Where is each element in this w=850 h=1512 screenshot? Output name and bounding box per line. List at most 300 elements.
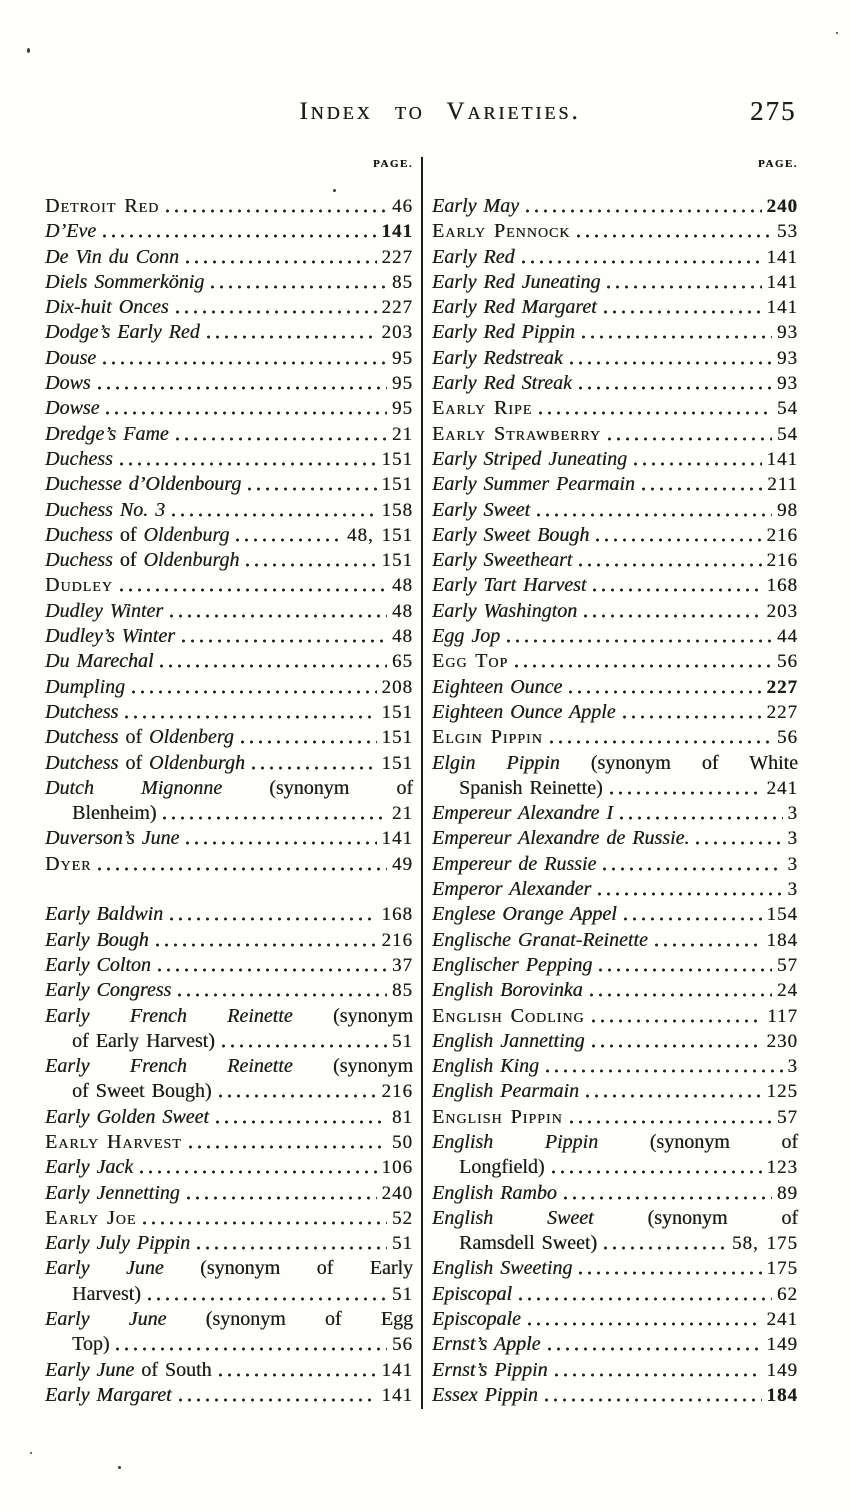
index-entry-line — [432, 1256, 798, 1281]
index-entry-line — [432, 1358, 798, 1383]
index-entry-line — [432, 1130, 798, 1155]
index-entry-line — [432, 320, 798, 345]
entry-name: D’Eve — [45, 220, 97, 243]
entry-page-ref: 241 — [766, 1309, 798, 1331]
dot-leader — [103, 234, 376, 238]
dot-leader — [604, 1246, 727, 1250]
entry-page-ref: 53 — [777, 221, 798, 243]
entry-name: Dyer — [45, 852, 92, 875]
dot-leader — [593, 588, 761, 592]
dot-leader — [163, 816, 387, 820]
index-entry-line — [432, 396, 798, 421]
dot-leader — [132, 690, 377, 694]
entry-name: of Early Harvest) — [72, 1029, 215, 1052]
index-entry-line — [45, 346, 413, 371]
scan-speck — [836, 32, 838, 34]
entry-page-ref: 227 — [766, 676, 798, 698]
dot-leader — [156, 943, 377, 947]
index-entry-line — [45, 1206, 413, 1231]
entry-name: Duchess No. 3 — [45, 498, 166, 521]
entry-name: English King — [432, 1055, 540, 1078]
entry-page-ref: 141 — [381, 828, 413, 850]
index-entry-line — [45, 523, 413, 548]
index-entry-line — [432, 751, 798, 776]
entry-page-ref: 141 — [381, 221, 413, 243]
entry-page-ref: 44 — [777, 626, 798, 648]
entry-name: Dutchess of Oldenberg — [45, 726, 234, 749]
entry-page-ref: 24 — [777, 980, 798, 1002]
entry-page-ref: 106 — [381, 1157, 413, 1179]
entry-page-ref: 51 — [392, 1233, 413, 1255]
entry-page-ref: 151 — [381, 727, 413, 749]
dot-leader — [179, 1398, 377, 1402]
scan-speck — [30, 1452, 32, 1454]
entry-page-ref: 58, 175 — [732, 1233, 798, 1255]
dot-leader — [592, 1019, 763, 1023]
dot-leader — [522, 260, 762, 264]
dot-leader — [222, 1044, 387, 1048]
dot-leader — [696, 841, 782, 845]
dot-leader — [623, 715, 762, 719]
entry-name: English Borovinka — [432, 979, 583, 1002]
entry-page-ref: 3 — [787, 879, 798, 901]
index-entry-line — [432, 1231, 798, 1256]
dot-leader — [170, 614, 387, 618]
entry-name: Longfield) — [459, 1156, 545, 1179]
dot-leader — [596, 538, 761, 542]
index-entry-line — [432, 649, 798, 674]
entry-name: Early French Reinette (synonym — [45, 1055, 413, 1078]
entry-name: Emperor Alexander — [432, 878, 592, 901]
index-entry-line — [432, 725, 798, 750]
index-entry-line — [432, 447, 798, 472]
index-entry-line — [432, 776, 798, 801]
index-entry-line — [45, 1307, 413, 1332]
entry-name: Duchess of Oldenburgh — [45, 549, 240, 572]
entry-page-ref: 56 — [392, 1334, 413, 1356]
entry-name: Dodge’s Early Red — [45, 321, 200, 344]
entry-page-ref: 56 — [777, 727, 798, 749]
entry-page-ref: 151 — [381, 474, 413, 496]
index-entry-line — [45, 978, 413, 1003]
dot-leader — [582, 335, 772, 339]
entry-name: Dows — [45, 372, 91, 395]
entry-name: English Jannetting — [432, 1029, 585, 1052]
entry-page-ref: 227 — [381, 297, 413, 319]
dot-leader — [634, 462, 761, 466]
scan-speck — [333, 189, 336, 192]
dot-leader — [570, 361, 772, 365]
index-entry-line — [432, 1079, 798, 1104]
dot-leader — [211, 285, 387, 289]
entry-name: Empereur de Russie — [432, 852, 597, 875]
entry-page-ref: 123 — [766, 1157, 798, 1179]
index-entry-line — [45, 751, 413, 776]
entry-page-ref: 51 — [392, 1283, 413, 1305]
index-entry-line — [45, 498, 413, 523]
entry-name: Early Margaret — [45, 1383, 172, 1406]
dot-leader — [550, 740, 772, 744]
index-entry-line — [45, 1105, 413, 1130]
entry-page-ref: 168 — [381, 904, 413, 926]
entry-page-ref: 95 — [392, 398, 413, 420]
entry-name: Ernst’s Pippin — [432, 1358, 548, 1381]
dot-leader — [526, 209, 762, 213]
dot-leader — [586, 1094, 762, 1098]
dot-leader — [148, 1297, 387, 1301]
entry-name: Englese Orange Appel — [432, 903, 617, 926]
dot-leader — [528, 1322, 762, 1326]
entry-page-ref: 56 — [777, 651, 798, 673]
index-entry-line — [432, 1206, 798, 1231]
index-entry-line — [432, 548, 798, 573]
dot-leader — [241, 740, 377, 744]
entry-page-ref: 141 — [381, 1384, 413, 1406]
entry-page-ref: 240 — [766, 196, 798, 217]
entry-page-ref: 149 — [766, 1359, 798, 1381]
index-entry-line — [432, 295, 798, 320]
entry-page-ref: 154 — [766, 904, 798, 926]
index-entry-line — [432, 1383, 798, 1408]
entry-name: Dix-huit Onces — [45, 296, 169, 319]
dot-leader — [507, 639, 772, 643]
dot-leader — [515, 664, 772, 668]
entry-name: Early Jennetting — [45, 1181, 180, 1204]
entry-page-ref: 241 — [766, 777, 798, 799]
index-entry-line — [45, 1054, 413, 1079]
index-entry-line — [432, 1029, 798, 1054]
dot-leader — [182, 639, 387, 643]
entry-name: Dudley Winter — [45, 599, 164, 622]
dot-leader — [178, 993, 387, 997]
entry-name: Early Red Streak — [432, 372, 572, 395]
scan-speck — [118, 1466, 121, 1469]
index-entry-line — [45, 649, 413, 674]
index-entry-line — [45, 1231, 413, 1256]
index-entry-line — [45, 776, 413, 801]
column-divider — [421, 157, 423, 1409]
entry-name: Duchess — [45, 447, 113, 470]
dot-leader — [598, 892, 782, 896]
entry-name: Ernst’s Apple — [432, 1333, 541, 1356]
entry-page-ref: 203 — [381, 322, 413, 344]
dot-leader — [120, 588, 387, 592]
entry-page-ref: 89 — [777, 1182, 798, 1204]
index-entry-line — [45, 371, 413, 396]
dot-leader — [579, 563, 761, 567]
index-entry-line — [45, 1130, 413, 1155]
index-entry-line — [45, 396, 413, 421]
index-entry-line — [432, 1004, 798, 1029]
entry-name: Early Summer Pearmain — [432, 473, 635, 496]
entry-name: Du Marechal — [45, 650, 154, 673]
dot-leader — [219, 1373, 377, 1377]
dot-leader — [140, 1170, 376, 1174]
entry-page-ref: 141 — [766, 448, 798, 470]
entry-name: Detroit Red — [45, 195, 160, 217]
dot-leader — [176, 437, 387, 441]
index-entry-line — [432, 928, 798, 953]
entry-page-ref: 211 — [767, 474, 798, 496]
entry-page-ref: 117 — [767, 1005, 798, 1027]
entry-name: Early Sweet Bough — [432, 523, 590, 546]
entry-name: Early Tart Harvest — [432, 574, 587, 597]
scan-speck — [27, 48, 30, 53]
index-entry-line — [45, 194, 413, 219]
entry-page-ref: 85 — [392, 271, 413, 293]
entry-name: Douse — [45, 346, 97, 369]
page-title: Index to Varieties. — [299, 98, 581, 125]
entry-name: Early June (synonym of Egg — [45, 1308, 413, 1331]
dot-leader — [642, 487, 762, 491]
entry-page-ref: 21 — [392, 423, 413, 445]
dot-leader — [570, 1120, 772, 1124]
entry-name: Dowse — [45, 397, 100, 420]
dot-leader — [207, 335, 377, 339]
index-entry-line — [45, 725, 413, 750]
dot-leader — [577, 234, 772, 238]
entry-page-ref: 149 — [766, 1334, 798, 1356]
entry-name: English Pippin (synonym of — [432, 1130, 798, 1153]
dot-leader — [116, 1347, 387, 1351]
index-entry-line — [45, 953, 413, 978]
dot-leader — [246, 563, 376, 567]
entry-name: Eighteen Ounce Apple — [432, 700, 616, 723]
entry-page-ref: 93 — [777, 322, 798, 344]
dot-leader — [519, 1297, 772, 1301]
entry-name: Early Bough — [45, 928, 149, 951]
entry-name: English Sweet (synonym of — [432, 1206, 798, 1229]
entry-name: English Rambo — [432, 1181, 557, 1204]
entry-name: English Sweeting — [432, 1257, 573, 1280]
dot-leader — [584, 614, 761, 618]
entry-page-ref: 141 — [381, 1359, 413, 1381]
entry-page-ref: 98 — [777, 499, 798, 521]
index-entry-line — [432, 1307, 798, 1332]
index-entry-line — [432, 194, 798, 219]
index-column-left — [45, 194, 413, 1408]
entry-page-ref: 141 — [766, 297, 798, 319]
entry-page-ref: 151 — [381, 701, 413, 723]
entry-page-ref: 48 — [392, 626, 413, 648]
entry-page-ref: 46 — [392, 196, 413, 217]
entry-page-ref: 51 — [392, 1030, 413, 1052]
index-entry-line — [432, 270, 798, 295]
index-column-right — [432, 194, 798, 1408]
dot-leader — [579, 386, 772, 390]
entry-name: Dutchess — [45, 700, 119, 723]
index-entry-line — [45, 422, 413, 447]
dot-leader — [236, 538, 342, 542]
entry-name: Duverson’s June — [45, 827, 180, 850]
index-entry-line — [45, 548, 413, 573]
entry-page-ref: 95 — [392, 373, 413, 395]
dot-leader — [537, 513, 772, 517]
entry-name: Empereur Alexandre de Russie. — [432, 827, 690, 850]
entry-page-ref: 57 — [777, 1106, 798, 1128]
entry-name: Essex Pippin — [432, 1383, 538, 1406]
entry-name: Early Striped Juneating — [432, 447, 628, 470]
dot-leader — [608, 437, 772, 441]
index-entry-line — [45, 599, 413, 624]
entry-name: Egg Top — [432, 650, 509, 673]
index-entry-line — [432, 624, 798, 649]
entry-name: Empereur Alexandre I — [432, 802, 613, 825]
entry-page-ref: 37 — [392, 954, 413, 976]
entry-name: Blenheim) — [72, 802, 157, 825]
column-page-label-left: PAGE. — [373, 158, 413, 170]
entry-name: Early Strawberry — [432, 422, 602, 445]
entry-page-ref: 151 — [381, 550, 413, 572]
dot-leader — [197, 1246, 387, 1250]
entry-page-ref: 203 — [766, 600, 798, 622]
entry-name: Elgin Pippin — [432, 726, 543, 749]
index-entry-line — [432, 472, 798, 497]
entry-name: Episcopal — [432, 1282, 512, 1305]
entry-page-ref: 57 — [777, 954, 798, 976]
entry-name: Dudley’s Winter — [45, 625, 175, 648]
index-entry-line — [45, 852, 413, 877]
entry-name: Early Golden Sweet — [45, 1105, 209, 1128]
index-entry-line — [45, 1282, 413, 1307]
entry-name: Early June (synonym of Early — [45, 1257, 413, 1280]
index-entry-line — [432, 700, 798, 725]
entry-page-ref: 184 — [766, 929, 798, 951]
dot-leader — [170, 917, 376, 921]
entry-name: of Sweet Bough) — [72, 1080, 212, 1103]
entry-page-ref: 93 — [777, 373, 798, 395]
entry-name: Early Colton — [45, 953, 151, 976]
entry-name: Duchesse d’Oldenbourg — [45, 473, 242, 496]
index-entry-line — [432, 346, 798, 371]
index-entry-line — [45, 295, 413, 320]
entry-page-ref: 62 — [777, 1283, 798, 1305]
dot-leader — [624, 917, 762, 921]
index-entry-line — [432, 1105, 798, 1130]
index-entry-line — [432, 801, 798, 826]
entry-name: Dutchess of Oldenburgh — [45, 751, 245, 774]
entry-page-ref: 208 — [381, 676, 413, 698]
index-entry-line — [45, 320, 413, 345]
index-entry-line — [432, 877, 798, 902]
index-entry-line — [432, 826, 798, 851]
entry-name: Duchess of Oldenburg — [45, 523, 230, 546]
entry-page-ref: 85 — [392, 980, 413, 1002]
entry-name: Early French Reinette (synonym — [45, 1004, 413, 1027]
entry-page-ref: 216 — [381, 1081, 413, 1103]
entry-page-ref: 95 — [392, 347, 413, 369]
entry-name: English Pearmain — [432, 1080, 579, 1103]
index-entry-line — [432, 422, 798, 447]
index-entry-line — [45, 902, 413, 927]
index-entry-line — [45, 1029, 413, 1054]
entry-page-ref: 52 — [392, 1207, 413, 1229]
dot-leader — [176, 310, 377, 314]
index-entry-line — [432, 978, 798, 1003]
entry-name: Eighteen Ounce — [432, 675, 563, 698]
dot-leader — [603, 867, 782, 871]
dot-leader — [539, 411, 772, 415]
entry-name: Early Harvest — [45, 1130, 182, 1153]
index-entry-line — [432, 523, 798, 548]
index-entry-line — [45, 219, 413, 244]
dot-leader — [599, 968, 772, 972]
index-entry-line — [45, 447, 413, 472]
entry-name: Early Red Margaret — [432, 296, 597, 319]
entry-name: Egg Jop — [432, 625, 501, 648]
index-entry-line — [432, 573, 798, 598]
dot-leader — [186, 260, 377, 264]
entry-page-ref: 3 — [787, 853, 798, 875]
index-entry-line — [432, 1155, 798, 1180]
entry-name: Early Joe — [45, 1206, 137, 1229]
index-entry-line — [45, 675, 413, 700]
entry-name: Englische Granat-Reinette — [432, 928, 648, 951]
index-entry-line — [45, 1256, 413, 1281]
index-entry-line — [45, 573, 413, 598]
dot-leader — [607, 285, 761, 289]
index-entry-line — [45, 1332, 413, 1357]
folio-page-number: 275 — [750, 96, 797, 126]
dot-leader — [98, 867, 387, 871]
entry-page-ref: 54 — [777, 398, 798, 420]
dot-leader — [219, 1094, 377, 1098]
entry-name: Ramsdell Sweet) — [459, 1232, 598, 1255]
entry-name: Early Congress — [45, 979, 172, 1002]
entry-name: Early Jack — [45, 1156, 134, 1179]
dot-leader — [125, 715, 376, 719]
dot-leader — [120, 462, 377, 466]
dot-leader — [620, 816, 783, 820]
entry-page-ref: 151 — [381, 448, 413, 470]
entry-name: Dutch Mignonne (synonym of — [45, 776, 413, 799]
index-entry-line — [45, 245, 413, 270]
entry-name: Early May — [432, 195, 519, 217]
entry-page-ref: 3 — [787, 803, 798, 825]
entry-page-ref: 81 — [392, 1106, 413, 1128]
entry-page-ref: 240 — [381, 1182, 413, 1204]
entry-page-ref: 3 — [787, 1056, 798, 1078]
entry-name: Englischer Pepping — [432, 953, 593, 976]
entry-page-ref: 49 — [392, 853, 413, 875]
dot-leader — [590, 993, 772, 997]
index-entry-line — [432, 953, 798, 978]
entry-name: Early Sweetheart — [432, 549, 573, 572]
dot-leader — [604, 310, 762, 314]
index-entry-line — [45, 1004, 413, 1029]
index-entry-line — [45, 700, 413, 725]
entry-name: Early Baldwin — [45, 903, 164, 926]
entry-name: Early Red — [432, 245, 515, 268]
dot-leader — [106, 411, 387, 415]
entry-name: Early Redstreak — [432, 346, 563, 369]
dot-leader — [655, 943, 762, 947]
dot-leader — [579, 1271, 761, 1275]
dot-leader — [160, 664, 387, 668]
index-entry-line — [432, 219, 798, 244]
entry-page-ref: 216 — [766, 524, 798, 546]
dot-leader — [545, 1398, 762, 1402]
index-entry-line — [45, 928, 413, 953]
entry-page-ref: 21 — [392, 803, 413, 825]
entry-name: Early Red Pippin — [432, 321, 575, 344]
index-entry-line — [45, 1079, 413, 1104]
dot-leader — [592, 1044, 762, 1048]
entry-name: Diels Sommerkönig — [45, 270, 205, 293]
entry-page-ref: 141 — [766, 246, 798, 268]
dot-leader — [569, 690, 761, 694]
dot-leader — [187, 1196, 377, 1200]
